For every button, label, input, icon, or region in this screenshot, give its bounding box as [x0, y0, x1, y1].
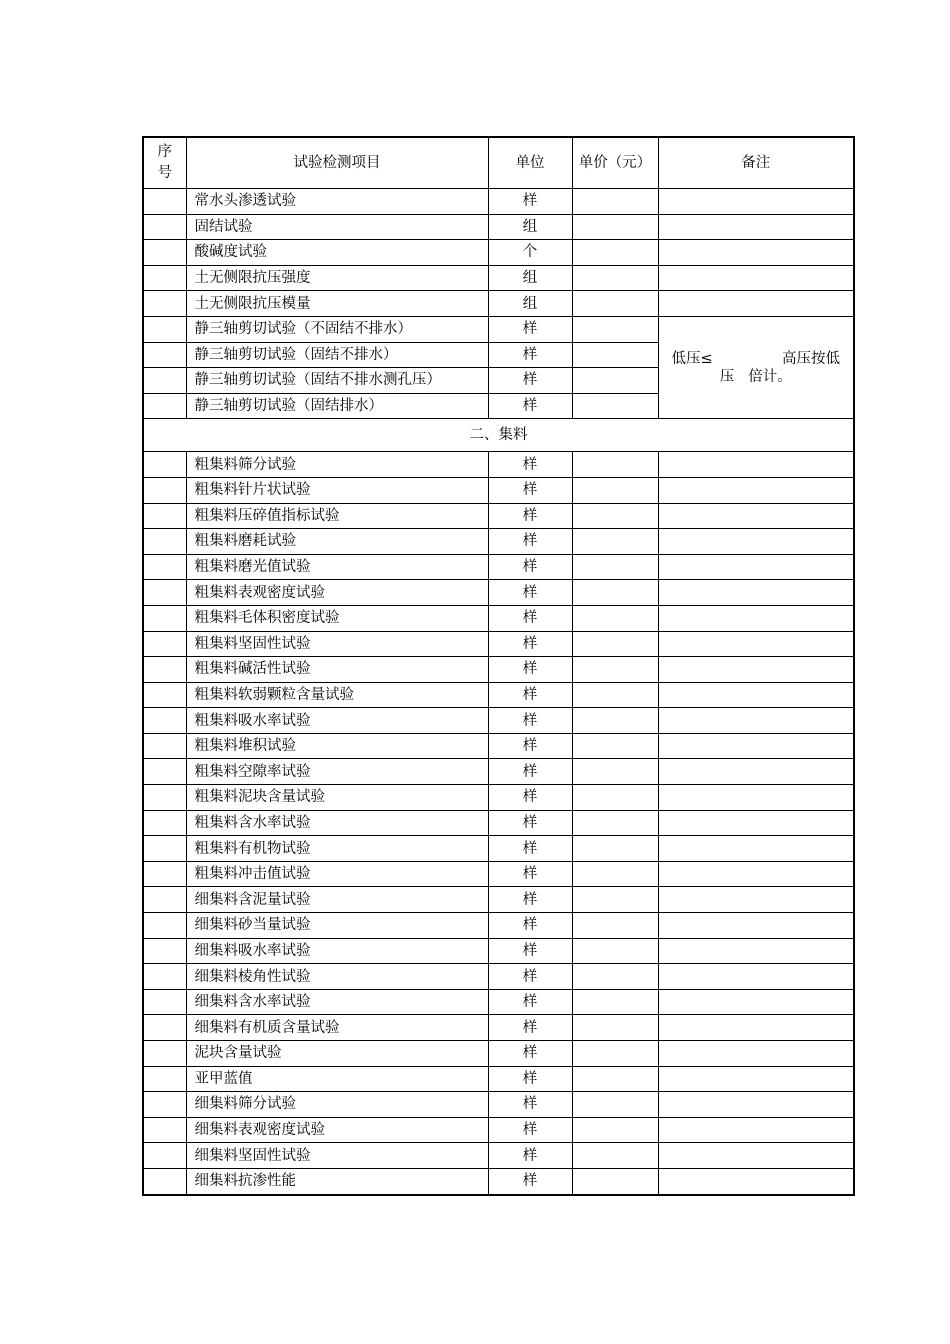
table-row: [143, 605, 854, 631]
price-cell: [572, 503, 658, 529]
header-unit: 单位: [488, 137, 572, 189]
item-name-cell: 细集料砂当量试验: [186, 913, 488, 939]
unit-cell: 样: [488, 529, 572, 555]
remark-cell: [658, 477, 854, 503]
item-name-cell: 静三轴剪切试验（固结不排水测孔压）: [186, 368, 488, 394]
unit-cell: 组: [488, 214, 572, 240]
unit-cell: 样: [488, 759, 572, 785]
remark-cell: [658, 291, 854, 317]
price-cell: [572, 861, 658, 887]
seq-cell: [143, 291, 186, 317]
price-table-sheet: [142, 136, 855, 1196]
remark-cell: [658, 529, 854, 555]
item-name-cell: 粗集料磨耗试验: [186, 529, 488, 555]
remark-cell: [658, 452, 854, 478]
remark-cell: [658, 214, 854, 240]
item-name-cell: 酸碱度试验: [186, 240, 488, 266]
table-row: [143, 938, 854, 964]
unit-cell: 样: [488, 913, 572, 939]
remark-line-1: [659, 350, 854, 368]
table-row: [143, 657, 854, 683]
unit-cell: 样: [488, 477, 572, 503]
item-name-cell: 细集料筛分试验: [186, 1092, 488, 1118]
price-cell: [572, 733, 658, 759]
unit-cell: 样: [488, 1143, 572, 1169]
table-row: [143, 1041, 854, 1067]
remark-part3: 压: [719, 368, 735, 385]
item-name-cell: 粗集料毛体积密度试验: [186, 605, 488, 631]
remark-part4: 倍计。: [748, 368, 792, 385]
remark-cell: [658, 1117, 854, 1143]
item-name-cell: 粗集料含水率试验: [186, 810, 488, 836]
item-name-cell: 粗集料碱活性试验: [186, 657, 488, 683]
unit-cell: 样: [488, 554, 572, 580]
unit-cell: 样: [488, 989, 572, 1015]
item-name-cell: 土无侧限抗压模量: [186, 291, 488, 317]
seq-cell: [143, 708, 186, 734]
item-name-cell: 细集料坚固性试验: [186, 1143, 488, 1169]
item-name-cell: 粗集料泥块含量试验: [186, 785, 488, 811]
item-name-cell: 粗集料吸水率试验: [186, 708, 488, 734]
unit-cell: 组: [488, 291, 572, 317]
remark-cell: [658, 861, 854, 887]
table-row: [143, 214, 854, 240]
unit-cell: 样: [488, 189, 572, 215]
item-name-cell: 粗集料堆积试验: [186, 733, 488, 759]
table-row: [143, 682, 854, 708]
remark-cell: [658, 503, 854, 529]
unit-cell: 样: [488, 503, 572, 529]
unit-cell: 个: [488, 240, 572, 266]
remark-cell: [658, 887, 854, 913]
table-row: [143, 1092, 854, 1118]
seq-cell: [143, 605, 186, 631]
unit-cell: 样: [488, 810, 572, 836]
seq-cell: [143, 316, 186, 342]
table-row: [143, 733, 854, 759]
table-row: [143, 785, 854, 811]
seq-cell: [143, 733, 186, 759]
price-cell: [572, 452, 658, 478]
item-name-cell: 静三轴剪切试验（固结排水）: [186, 393, 488, 419]
price-cell: [572, 1041, 658, 1067]
price-cell: [572, 240, 658, 266]
seq-cell: [143, 759, 186, 785]
price-cell: [572, 759, 658, 785]
table-row: [143, 631, 854, 657]
unit-cell: 样: [488, 887, 572, 913]
seq-cell: [143, 368, 186, 394]
price-cell: [572, 708, 658, 734]
table-row: [143, 477, 854, 503]
header-row: [143, 137, 854, 189]
table-row: [143, 887, 854, 913]
item-name-cell: 粗集料针片状试验: [186, 477, 488, 503]
price-cell: [572, 1168, 658, 1194]
section-title: 二、集料: [143, 419, 854, 452]
header-item: 试验检测项目: [186, 137, 488, 189]
item-name-cell: 细集料有机质含量试验: [186, 1015, 488, 1041]
table-row: [143, 291, 854, 317]
price-cell: [572, 938, 658, 964]
table-row: [143, 452, 854, 478]
item-name-cell: 细集料抗渗性能: [186, 1168, 488, 1194]
remark-cell: [658, 1015, 854, 1041]
section-row: [143, 419, 854, 452]
seq-cell: [143, 240, 186, 266]
remark-cell: [658, 240, 854, 266]
item-name-cell: 细集料含泥量试验: [186, 887, 488, 913]
unit-cell: 样: [488, 733, 572, 759]
unit-cell: 样: [488, 861, 572, 887]
remark-cell: [658, 657, 854, 683]
seq-cell: [143, 887, 186, 913]
item-name-cell: 固结试验: [186, 214, 488, 240]
seq-cell: [143, 477, 186, 503]
seq-cell: [143, 265, 186, 291]
item-name-cell: 粗集料冲击值试验: [186, 861, 488, 887]
seq-cell: [143, 393, 186, 419]
remark-cell: [658, 1168, 854, 1194]
unit-cell: 样: [488, 580, 572, 606]
item-name-cell: 泥块含量试验: [186, 1041, 488, 1067]
price-cell: [572, 1117, 658, 1143]
unit-cell: 样: [488, 1066, 572, 1092]
price-cell: [572, 554, 658, 580]
remark-cell: [658, 938, 854, 964]
table-row: [143, 1117, 854, 1143]
seq-cell: [143, 1092, 186, 1118]
price-cell: [572, 1092, 658, 1118]
item-name-cell: 亚甲蓝值: [186, 1066, 488, 1092]
seq-cell: [143, 452, 186, 478]
price-cell: [572, 836, 658, 862]
remark-cell: [658, 913, 854, 939]
price-cell: [572, 1015, 658, 1041]
table-row: [143, 554, 854, 580]
price-cell: [572, 580, 658, 606]
item-name-cell: 土无侧限抗压强度: [186, 265, 488, 291]
price-cell: [572, 810, 658, 836]
price-cell: [572, 291, 658, 317]
seq-cell: [143, 1117, 186, 1143]
price-cell: [572, 657, 658, 683]
remark-cell: [658, 554, 854, 580]
price-cell: [572, 265, 658, 291]
unit-cell: 样: [488, 938, 572, 964]
table-row: [143, 240, 854, 266]
remark-cell: [658, 810, 854, 836]
unit-cell: 样: [488, 657, 572, 683]
remark-cell: [658, 631, 854, 657]
table-row: [143, 580, 854, 606]
seq-cell: [143, 989, 186, 1015]
price-cell: [572, 631, 658, 657]
seq-cell: [143, 657, 186, 683]
unit-cell: 样: [488, 393, 572, 419]
table-row: [143, 861, 854, 887]
unit-cell: 样: [488, 1117, 572, 1143]
price-cell: [572, 913, 658, 939]
table-row: [143, 1015, 854, 1041]
header-remark: 备注: [658, 137, 854, 189]
price-cell: [572, 214, 658, 240]
unit-cell: 样: [488, 785, 572, 811]
remark-part2: 高压按低: [782, 350, 840, 367]
unit-cell: 样: [488, 342, 572, 368]
table-row: [143, 316, 854, 342]
seq-cell: [143, 580, 186, 606]
item-name-cell: 静三轴剪切试验（固结不排水）: [186, 342, 488, 368]
remark-line-2: [659, 368, 854, 386]
unit-cell: 样: [488, 605, 572, 631]
unit-cell: 样: [488, 631, 572, 657]
price-cell: [572, 529, 658, 555]
seq-cell: [143, 785, 186, 811]
table-row: [143, 1168, 854, 1194]
price-cell: [572, 682, 658, 708]
price-cell: [572, 1066, 658, 1092]
unit-cell: 样: [488, 316, 572, 342]
seq-cell: [143, 554, 186, 580]
seq-cell: [143, 1066, 186, 1092]
price-cell: [572, 605, 658, 631]
price-cell: [572, 393, 658, 419]
item-name-cell: 细集料含水率试验: [186, 989, 488, 1015]
seq-cell: [143, 631, 186, 657]
remark-cell: [658, 836, 854, 862]
item-name-cell: 粗集料磨光值试验: [186, 554, 488, 580]
header-seq-line2: 号: [157, 165, 172, 181]
price-cell: [572, 477, 658, 503]
price-cell: [572, 887, 658, 913]
remark-cell: [658, 785, 854, 811]
item-name-cell: 细集料表观密度试验: [186, 1117, 488, 1143]
header-price: 单价（元）: [572, 137, 658, 189]
table-row: [143, 989, 854, 1015]
unit-cell: 样: [488, 1168, 572, 1194]
remark-cell: [658, 580, 854, 606]
item-name-cell: 粗集料有机物试验: [186, 836, 488, 862]
table-row: [143, 964, 854, 990]
unit-cell: 样: [488, 708, 572, 734]
table-row: [143, 529, 854, 555]
remark-cell: [658, 682, 854, 708]
remark-cell: [658, 759, 854, 785]
price-cell: [572, 785, 658, 811]
remark-cell: [658, 733, 854, 759]
seq-cell: [143, 810, 186, 836]
price-cell: [572, 1143, 658, 1169]
unit-cell: 样: [488, 1041, 572, 1067]
table-row: [143, 189, 854, 215]
table-row: [143, 836, 854, 862]
unit-cell: 组: [488, 265, 572, 291]
item-name-cell: 粗集料筛分试验: [186, 452, 488, 478]
seq-cell: [143, 836, 186, 862]
unit-cell: 样: [488, 836, 572, 862]
seq-cell: [143, 189, 186, 215]
remark-cell: [658, 265, 854, 291]
table-row: [143, 265, 854, 291]
unit-cell: 样: [488, 1092, 572, 1118]
unit-cell: 样: [488, 368, 572, 394]
seq-cell: [143, 503, 186, 529]
item-name-cell: 细集料吸水率试验: [186, 938, 488, 964]
seq-cell: [143, 1015, 186, 1041]
table-row: [143, 810, 854, 836]
seq-cell: [143, 529, 186, 555]
item-name-cell: 粗集料软弱颗粒含量试验: [186, 682, 488, 708]
remark-part1: 低压≤: [671, 350, 713, 367]
price-cell: [572, 989, 658, 1015]
table-row: [143, 503, 854, 529]
header-seq: [143, 137, 186, 189]
seq-cell: [143, 682, 186, 708]
triaxial-remark-cell: [658, 316, 854, 418]
table-body: [143, 189, 854, 1195]
remark-cell: [658, 1092, 854, 1118]
price-cell: [572, 189, 658, 215]
seq-cell: [143, 1168, 186, 1194]
seq-cell: [143, 964, 186, 990]
item-name-cell: 粗集料压碎值指标试验: [186, 503, 488, 529]
unit-cell: 样: [488, 964, 572, 990]
item-name-cell: 静三轴剪切试验（不固结不排水）: [186, 316, 488, 342]
remark-cell: [658, 964, 854, 990]
unit-cell: 样: [488, 682, 572, 708]
test-items-table: [142, 136, 855, 1196]
price-cell: [572, 316, 658, 342]
seq-cell: [143, 214, 186, 240]
seq-cell: [143, 1041, 186, 1067]
table-row: [143, 1066, 854, 1092]
remark-cell: [658, 605, 854, 631]
unit-cell: 样: [488, 1015, 572, 1041]
seq-cell: [143, 1143, 186, 1169]
remark-cell: [658, 1143, 854, 1169]
remark-cell: [658, 708, 854, 734]
seq-cell: [143, 342, 186, 368]
remark-cell: [658, 189, 854, 215]
table-row: [143, 913, 854, 939]
remark-cell: [658, 1041, 854, 1067]
remark-cell: [658, 1066, 854, 1092]
item-name-cell: 粗集料表观密度试验: [186, 580, 488, 606]
item-name-cell: 粗集料空隙率试验: [186, 759, 488, 785]
price-cell: [572, 964, 658, 990]
table-row: [143, 708, 854, 734]
price-cell: [572, 342, 658, 368]
item-name-cell: 常水头渗透试验: [186, 189, 488, 215]
item-name-cell: 粗集料坚固性试验: [186, 631, 488, 657]
table-row: [143, 759, 854, 785]
seq-cell: [143, 938, 186, 964]
item-name-cell: 细集料棱角性试验: [186, 964, 488, 990]
table-row: [143, 1143, 854, 1169]
remark-cell: [658, 989, 854, 1015]
price-cell: [572, 368, 658, 394]
unit-cell: 样: [488, 452, 572, 478]
header-seq-line1: 序: [157, 144, 172, 160]
seq-cell: [143, 913, 186, 939]
seq-cell: [143, 861, 186, 887]
